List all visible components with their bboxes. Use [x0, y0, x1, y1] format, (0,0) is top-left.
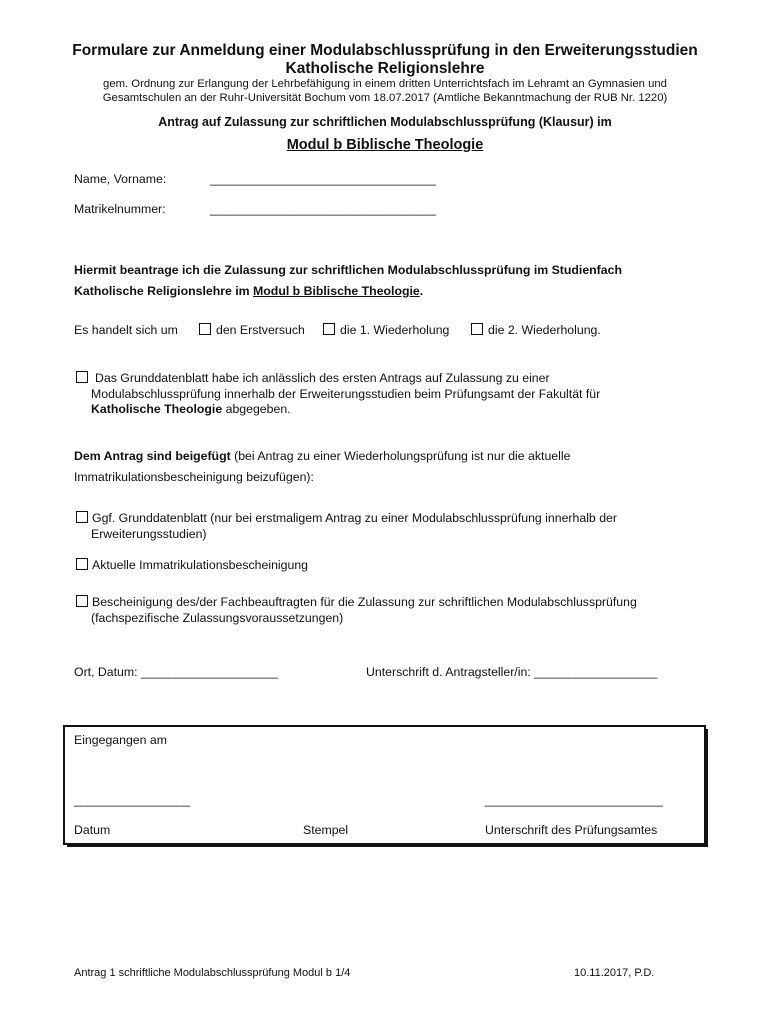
attachments-heading: Dem Antrag sind beigefügt (bei Antrag zu einer Wiederholungsprüfung ist nur die aktuelle — [74, 449, 571, 463]
module-title: Modul b Biblische Theologie — [286, 137, 484, 153]
request-text-line2: Katholische Religionslehre im Modul b Biblische Theologie. — [74, 284, 424, 298]
receipt-box — [63, 725, 706, 845]
checkbox[interactable] — [199, 323, 211, 335]
grunddaten-line1[interactable]: Das Grunddatenblatt habe ich anlässlich des ersten Antrags auf Zulassung zu einer — [76, 371, 550, 385]
document-title: Formulare zur Anmeldung einer Modulabschlussprüfung in den Erweiterungsstudien — [72, 42, 698, 59]
regulation-text-line2: Gesamtschulen an der Ruhr-Universität Bochum vom 18.07.2017 (Amtliche Bekanntmachung der RUB Nr. 1220) — [102, 92, 668, 104]
attachments-heading-line2: Immatrikulationsbescheinigung beizufügen): — [74, 470, 314, 484]
date-label: Datum — [74, 823, 111, 837]
attachment-item-bescheinigung[interactable]: Bescheinigung des/der Fachbeauftragten für die Zulassung zur schriftlichen Modulabschlussprüfung — [76, 595, 637, 609]
received-date-line[interactable]: _________________ — [74, 793, 191, 807]
office-signature-label: Unterschrift des Prüfungsamtes — [485, 823, 658, 837]
application-heading: Antrag auf Zulassung zur schriftlichen Modulabschlussprüfung (Klausur) im — [158, 115, 612, 129]
attachment-item-immatrikulation[interactable]: Aktuelle Immatrikulationsbescheinigung — [76, 558, 308, 572]
received-label: Eingegangen am — [74, 733, 167, 747]
attempt-option-second[interactable]: die 1. Wiederholung — [323, 323, 449, 337]
applicant-signature-field[interactable]: Unterschrift d. Antragsteller/in: __________________ — [366, 665, 658, 679]
request-module-name: Modul b Biblische Theologie — [253, 284, 420, 298]
checkbox[interactable] — [323, 323, 335, 335]
document-subtitle: Katholische Religionslehre — [285, 60, 485, 77]
regulation-text-line1: gem. Ordnung zur Erlangung der Lehrbefähigung in einem dritten Unterrichtsfach im Lehramt an Gymnasien und — [103, 78, 667, 90]
name-label: Name, Vorname: — [74, 172, 167, 186]
matrikel-label: Matrikelnummer: — [74, 202, 166, 216]
attachment-item-grunddatenblatt[interactable]: Ggf. Grunddatenblatt (nur bei erstmaligem Antrag zu einer Modulabschlussprüfung innerhalb der — [76, 511, 617, 525]
stamp-label: Stempel — [303, 823, 349, 837]
footer-date: 10.11.2017, P.D. — [574, 967, 655, 979]
checkbox[interactable] — [76, 595, 88, 607]
footer-document-id: Antrag 1 schriftliche Modulabschlussprüfung Modul b 1/4 — [74, 967, 351, 979]
request-text-line1: Hiermit beantrage ich die Zulassung zur schriftlichen Modulabschlussprüfung im Studienfach — [74, 263, 622, 277]
checkbox[interactable] — [76, 558, 88, 570]
checkbox[interactable] — [471, 323, 483, 335]
name-field[interactable]: _________________________________ — [210, 172, 436, 186]
grunddaten-line2: Modulabschlussprüfung innerhalb der Erweiterungsstudien beim Prüfungsamt der Fakultät für — [91, 387, 601, 401]
grunddaten-line3: Katholische Theologie abgegeben. — [91, 402, 291, 416]
attempt-option-third[interactable]: die 2. Wiederholung. — [471, 323, 601, 337]
attachment-item-bescheinigung-line2: (fachspezifische Zulassungsvoraussetzungen) — [91, 611, 344, 625]
attachment-item-grunddatenblatt-line2: Erweiterungsstudien) — [91, 527, 207, 541]
checkbox[interactable] — [76, 371, 88, 383]
attempt-option-first[interactable]: den Erstversuch — [199, 323, 305, 337]
matrikel-field[interactable]: _________________________________ — [210, 202, 436, 216]
office-signature-line[interactable]: __________________________ — [485, 793, 663, 807]
place-date-field[interactable]: Ort, Datum: ____________________ — [74, 665, 278, 679]
checkbox[interactable] — [76, 511, 88, 523]
attempt-label: Es handelt sich um — [74, 323, 178, 337]
